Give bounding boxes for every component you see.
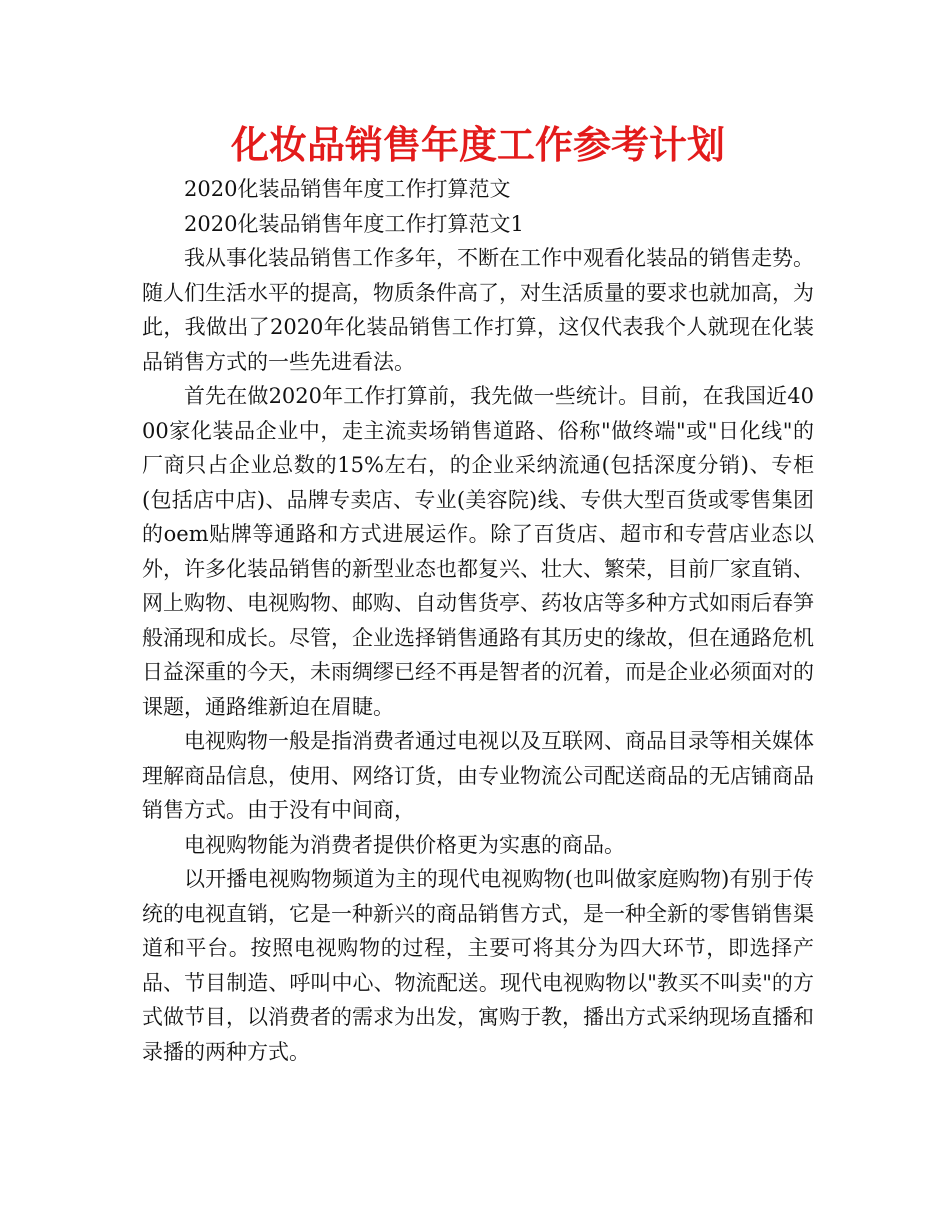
paragraph-tv-shopping-definition: 电视购物一般是指消费者通过电视以及互联网、商品目录等相关媒体理解商品信息，使用、网络订货，由专业物流公司配送商品的无店铺商品销售方式。由于没有中间商， bbox=[142, 729, 814, 822]
paragraph-statistics: 首先在做2020年工作打算前，我先做一些统计。目前，在我国近4000家化装品企业中，走主流卖场销售道路、俗称"做终端"或"日化线"的厂商只占企业总数的15%左右，的企业采纳流通(包括深度分销)、专柜(包括店中店)、品牌专卖店、专业(美容院)线、专供大型百货或零售集团的oem贴牌等通路和方式进展运作。除了百货店、超市和专营店业态以外，许多化装品销售的新型业态也都复兴、壮大、繁荣，目前厂家直销、网上购物、电视购物、邮购、自动售货亭、药妆店等多种方式如雨后春笋般涌现和成长。尽管，企业选择销售通路有其历史的缘故，但在通路危机日益深重的今天，未雨绸缪已经不再是智者的沉着，而是企业必须面对的课题，通路维新迫在眉睫。 bbox=[142, 384, 814, 719]
paragraph-intro: 我从事化装品销售工作多年，不断在工作中观看化装品的销售走势。随人们生活水平的提高，物质条件高了，对生活质量的要求也就加高，为此，我做出了2020年化装品销售工作打算，这仅代表我个人就现在化装品销售方式的一些先进看法。 bbox=[142, 246, 814, 374]
paragraph-tv-shopping-price: 电视购物能为消费者提供价格更为实惠的商品。 bbox=[184, 832, 625, 857]
document-page bbox=[142, 118, 814, 1069]
paragraph-subtitle: 2020化装品销售年度工作打算范文 bbox=[184, 177, 511, 201]
document-title: 化妆品销售年度工作参考计划 bbox=[230, 123, 725, 167]
paragraph-section-heading: 2020化装品销售年度工作打算范文1 bbox=[184, 211, 524, 236]
paragraph-modern-tv-shopping: 以开播电视购物频道为主的现代电视购物(也叫做家庭购物)有别于传统的电视直销，它是一种新兴的商品销售方式，是一种全新的零售销售渠道和平台。按照电视购物的过程，主要可将其分为四大环节，即选择产品、节目制造、呼叫中心、物流配送。现代电视购物以"教买不叫卖"的方式做节目，以消费者的需求为出发，寓购于教，播出方式采纳现场直播和录播的两种方式。 bbox=[142, 867, 814, 1064]
